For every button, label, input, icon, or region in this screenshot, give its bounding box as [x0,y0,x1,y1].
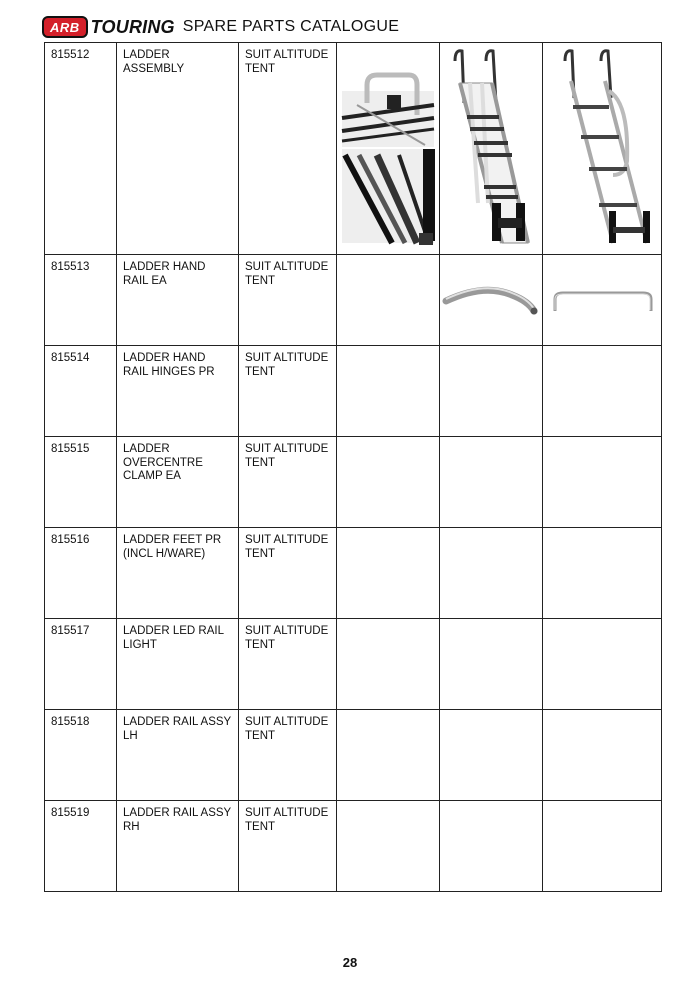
image-cell [337,346,440,437]
part-description: LADDER ASSEMBLY [117,43,239,255]
part-description: LADDER RAIL ASSY LH [117,710,239,801]
image-cell [440,710,543,801]
parts-table [44,42,662,892]
part-code: 815512 [45,43,117,255]
table-row [45,43,662,255]
table-row [45,619,662,710]
part-fitment: SUIT ALTITUDE TENT [239,43,337,255]
image-cell [543,710,662,801]
table-row [45,801,662,892]
image-cell [337,437,440,528]
part-code: 815517 [45,619,117,710]
image-cell [337,619,440,710]
hand-rail-side-photo [543,255,662,346]
part-code: 815514 [45,346,117,437]
page-number: 28 [342,955,358,970]
part-code: 815515 [45,437,117,528]
part-description: LADDER LED RAIL LIGHT [117,619,239,710]
image-cell [440,437,543,528]
image-cell [440,619,543,710]
table-row [45,437,662,528]
part-code: 815518 [45,710,117,801]
image-cell [337,801,440,892]
part-description: LADDER RAIL ASSY RH [117,801,239,892]
image-cell [543,619,662,710]
part-code: 815519 [45,801,117,892]
hand-rail-angle-photo [440,255,543,346]
part-code: 815516 [45,528,117,619]
image-cell [337,528,440,619]
part-fitment: SUIT ALTITUDE TENT [239,619,337,710]
part-fitment: SUIT ALTITUDE TENT [239,528,337,619]
part-description: LADDER HAND RAIL EA [117,255,239,346]
part-fitment: SUIT ALTITUDE TENT [239,437,337,528]
ladder-extended-photo [543,43,662,255]
ladder-folded-photo [440,43,543,255]
catalogue-title: SPARE PARTS CATALOGUE [182,18,400,35]
page-header [42,14,399,40]
image-cell [543,437,662,528]
image-cell [337,710,440,801]
part-description: LADDER FEET PR (INCL H/WARE) [117,528,239,619]
table-row [45,255,662,346]
part-fitment: SUIT ALTITUDE TENT [239,255,337,346]
image-cell [440,528,543,619]
part-description: LADDER HAND RAIL HINGES PR [117,346,239,437]
part-description: LADDER OVERCENTRE CLAMP EA [117,437,239,528]
ladder-mount-detail-photo [337,43,440,255]
part-fitment: SUIT ALTITUDE TENT [239,801,337,892]
image-cell [543,801,662,892]
image-cell [440,346,543,437]
table-row [45,528,662,619]
image-cell [337,255,440,346]
image-cell [543,346,662,437]
table-row [45,346,662,437]
touring-logo: TOURING [90,16,175,37]
part-fitment: SUIT ALTITUDE TENT [239,710,337,801]
arb-logo: ARB [42,16,88,38]
image-cell [440,801,543,892]
table-row [45,710,662,801]
image-cell [543,528,662,619]
part-code: 815513 [45,255,117,346]
part-fitment: SUIT ALTITUDE TENT [239,346,337,437]
